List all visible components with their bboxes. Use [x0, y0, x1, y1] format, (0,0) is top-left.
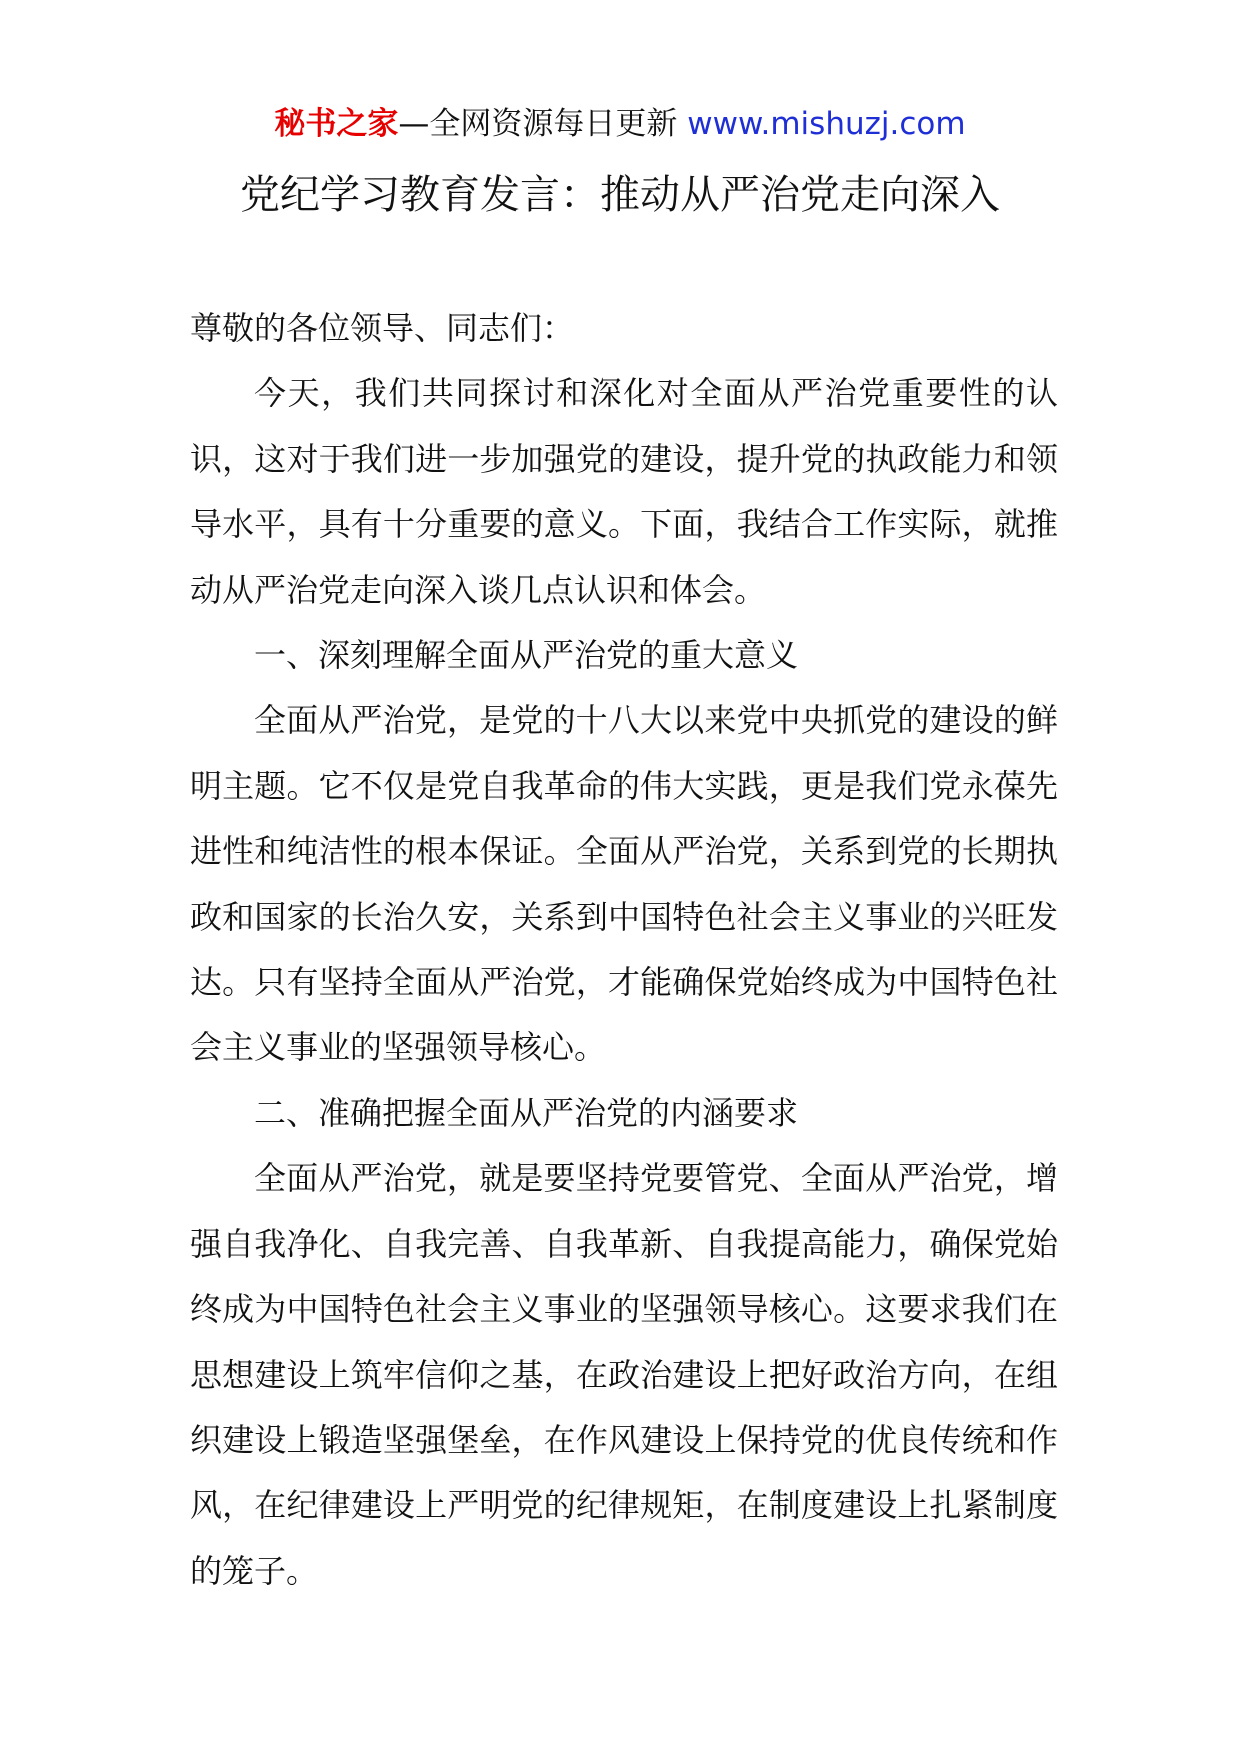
document-body: [190, 296, 1058, 1604]
section-heading-1: 一、深刻理解全面从严治党的重大意义: [254, 636, 799, 675]
header-slogan: —全网资源每日更新: [398, 106, 688, 142]
section-heading-2: 二、准确把握全面从严治党的内涵要求: [254, 1093, 799, 1132]
document-title: 党纪学习教育发言：推动从严治党走向深入: [240, 172, 1000, 218]
brand-name: 秘书之家: [274, 106, 399, 142]
paragraph-intro: 今天，我们共同探讨和深化对全面从严治党重要性的认识，这对于我们进一步加强党的建设，提升党的执政能力和领导水平，具有十分重要的意义。下面，我结合工作实际，就推动从严治党走向深入谈几点认识和体会。: [190, 374, 1058, 609]
site-url-link[interactable]: www.mishuzj.com: [687, 106, 966, 142]
paragraph-section-2: 全面从严治党，就是要坚持党要管党、全面从严治党，增强自我净化、自我完善、自我革新、自我提高能力，确保党始终成为中国特色社会主义事业的坚强领导核心。这要求我们在思想建设上筑牢信仰之基，在政治建设上把好政治方向，在组织建设上锻造坚强堡垒，在作风建设上保持党的优良传统和作风，在纪律建设上严明党的纪律规矩，在制度建设上扎紧制度的笼子。: [190, 1159, 1058, 1590]
site-header: [0, 102, 1240, 146]
paragraph-section-1: 全面从严治党，是党的十八大以来党中央抓党的建设的鲜明主题。它不仅是党自我革命的伟大实践，更是我们党永葆先进性和纯洁性的根本保证。全面从严治党，关系到党的长期执政和国家的长治久安，关系到中国特色社会主义事业的兴旺发达。只有坚持全面从严治党，才能确保党始终成为中国特色社会主义事业的坚强领导核心。: [190, 701, 1058, 1067]
salutation: 尊敬的各位领导、同志们：: [190, 309, 575, 347]
